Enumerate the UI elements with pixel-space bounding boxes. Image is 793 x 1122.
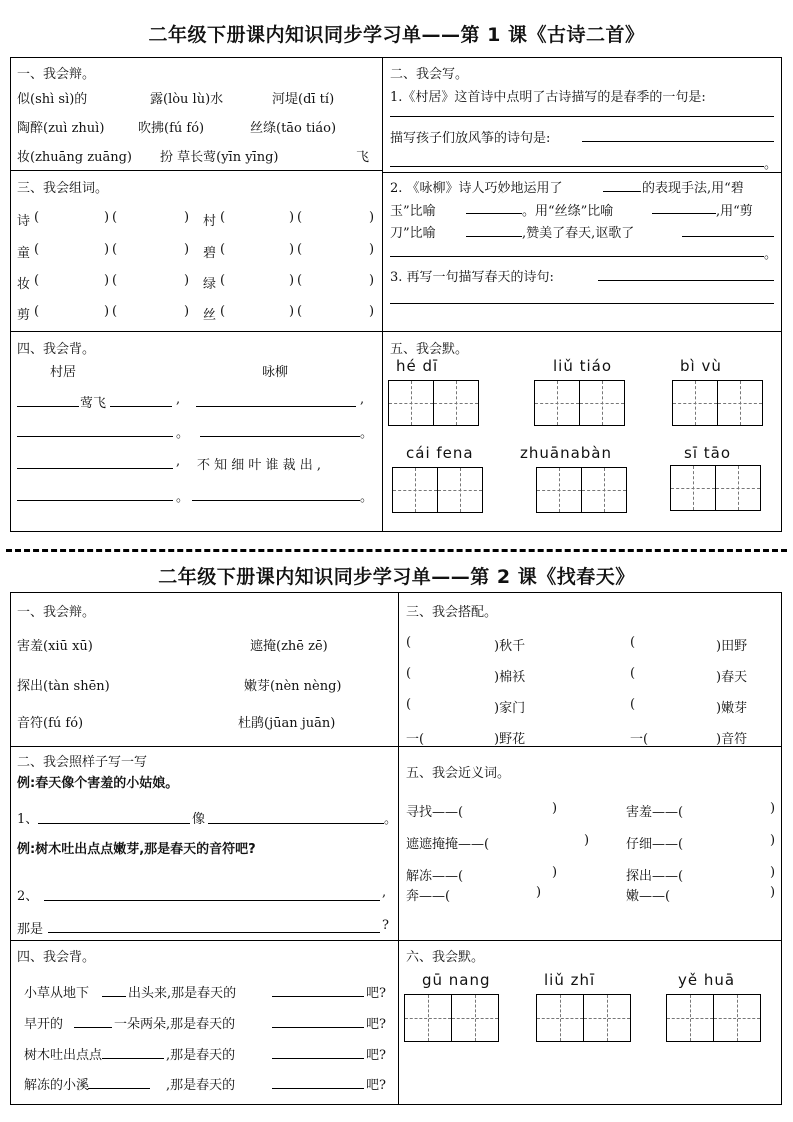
- zuci-char: 童: [17, 246, 31, 261]
- answer-line[interactable]: [390, 303, 774, 304]
- match-word: )棉袄: [494, 670, 526, 685]
- l1-s4-frag: 莺飞: [80, 396, 107, 411]
- tianzige-grid[interactable]: [672, 380, 761, 426]
- lesson2-title: 二年级下册课内知识同步学习单——第 2 课《找春天》: [158, 566, 635, 588]
- answer-line[interactable]: [196, 406, 356, 407]
- l1-s4-heading: 四、我会背。: [17, 342, 96, 357]
- l2-s2-n2: 2、: [17, 889, 39, 904]
- paren: ): [289, 242, 295, 257]
- l1-s2-q2d: 。用“丝绦”比喻: [522, 204, 614, 219]
- recite-text: ,那是春天的: [166, 1078, 236, 1093]
- l1-s2-q1: 1.《村居》这首诗中点明了古诗描写的是春季的一句是:: [390, 90, 706, 105]
- l1-s1-item: 露(lòu lù)水: [150, 92, 224, 107]
- l1-s1-item: 妆(zhuāng zuāng): [17, 150, 132, 165]
- tianzige-grid[interactable]: [392, 467, 481, 513]
- recite-text: 出头来,那是春天的: [128, 986, 237, 1001]
- tianzige-grid[interactable]: [534, 380, 623, 426]
- l2-s6-heading: 六、我会默。: [406, 950, 485, 965]
- match-word: )秋千: [494, 639, 526, 654]
- l2-s2-n1: 1、: [17, 812, 39, 827]
- answer-line[interactable]: [272, 1027, 364, 1028]
- punct: ,: [176, 454, 181, 469]
- paren: ): [289, 304, 295, 319]
- paren: (: [220, 304, 226, 319]
- paren: ): [770, 801, 776, 816]
- tianzige-grid[interactable]: [670, 465, 759, 511]
- recite-text: 早开的: [24, 1017, 64, 1032]
- l1-s2-end2: 。: [764, 247, 778, 262]
- paren: (: [34, 242, 40, 257]
- pinyin-label: yě huā: [678, 971, 736, 989]
- recite-text: 吧?: [366, 986, 386, 1001]
- answer-line[interactable]: [682, 236, 774, 237]
- recite-text: 吧?: [366, 1078, 386, 1093]
- l2-s1-item: 害羞(xiū xū): [17, 639, 93, 654]
- answer-line[interactable]: [38, 823, 190, 824]
- l2-s1-heading: 一、我会辩。: [17, 605, 96, 620]
- synonym-prompt: 探出——(: [626, 869, 684, 884]
- match-paren: 一(: [630, 732, 649, 747]
- l1-s2-q2c: 玉”比喻: [390, 204, 436, 219]
- paren: (: [297, 273, 303, 288]
- l1-s5-heading: 五、我会默。: [390, 342, 469, 357]
- tianzige-grid[interactable]: [404, 994, 497, 1042]
- match-paren: (: [406, 635, 412, 650]
- answer-line[interactable]: [208, 823, 384, 824]
- recite-text: 一朵两朵,那是春天的: [114, 1017, 236, 1032]
- l1-s1-item: 似(shì sì)的: [17, 92, 88, 107]
- pinyin-label: liǔ zhī: [544, 971, 596, 989]
- paren: (: [112, 273, 118, 288]
- match-word: )音符: [716, 732, 748, 747]
- answer-line[interactable]: [17, 500, 173, 501]
- l2-s4-heading: 四、我会背。: [17, 950, 96, 965]
- cut-line: [6, 549, 787, 552]
- match-word: )田野: [716, 639, 748, 654]
- l2-s1-item: 音符(fú fó): [17, 716, 84, 731]
- paren: (: [297, 304, 303, 319]
- answer-line[interactable]: [603, 191, 641, 192]
- l2-s2-ex2: 例:树木吐出点点嫩芽,那是春天的音符吧?: [17, 842, 256, 857]
- pinyin-label: gū nang: [422, 971, 491, 989]
- paren: ): [289, 273, 295, 288]
- zuci-char: 碧: [203, 246, 217, 261]
- paren: (: [34, 273, 40, 288]
- l2-s1-item: 杜鹃(jūan juān): [238, 716, 336, 731]
- poem-title-cunju: 村居: [50, 365, 77, 380]
- answer-line[interactable]: [272, 1058, 364, 1059]
- zuci-char: 村: [203, 214, 217, 229]
- paren: ): [584, 833, 590, 848]
- l2-s2-nashi: 那是: [17, 922, 44, 937]
- synonym-prompt: 奔——(: [406, 889, 451, 904]
- answer-line[interactable]: [17, 468, 173, 469]
- l1-s2-q2a: 2. 《咏柳》诗人巧妙地运用了: [390, 181, 563, 196]
- paren: ): [536, 885, 542, 900]
- l2-s5-heading: 五、我会近义词。: [406, 766, 511, 781]
- l1-s2-q1b: 描写孩子们放风筝的诗句是:: [390, 131, 551, 146]
- pinyin-label: hé dī: [396, 357, 439, 375]
- recite-text: 吧?: [366, 1017, 386, 1032]
- answer-line[interactable]: [652, 213, 716, 214]
- l1-divider-b: [10, 331, 782, 332]
- l2-s1-item: 探出(tàn shēn): [17, 679, 110, 694]
- recite-text: 树木吐出点点: [24, 1048, 103, 1063]
- paren: (: [220, 273, 226, 288]
- paren: ): [552, 801, 558, 816]
- synonym-prompt: 仔细——(: [626, 837, 684, 852]
- l2-s2-end: 。: [384, 812, 398, 827]
- paren: ): [770, 833, 776, 848]
- paren: (: [297, 242, 303, 257]
- l1-s1-item: 河堤(dī tí): [272, 92, 335, 107]
- pinyin-label: zhuānabàn: [520, 444, 612, 462]
- pinyin-label: bì vù: [680, 357, 722, 375]
- l1-s1-item: 陶醉(zuì zhuì): [17, 121, 105, 136]
- answer-line[interactable]: [110, 406, 172, 407]
- l1-s4-line3: 不 知 细 叶 谁 裁 出 ,: [197, 458, 322, 473]
- paren: (: [112, 210, 118, 225]
- answer-line[interactable]: [102, 1058, 164, 1059]
- paren: ): [369, 210, 375, 225]
- tianzige-grid[interactable]: [536, 994, 629, 1042]
- l2-s1-item: 嫩芽(nèn nèng): [244, 679, 342, 694]
- synonym-prompt: 遮遮掩掩——(: [406, 837, 490, 852]
- answer-line[interactable]: [88, 1088, 150, 1089]
- punct: ,: [176, 392, 181, 407]
- l1-s2-q2f: 刀”比喻: [390, 226, 436, 241]
- l2-s3-heading: 三、我会搭配。: [406, 605, 498, 620]
- paren: (: [112, 304, 118, 319]
- match-paren: (: [406, 666, 412, 681]
- l1-s2-sep: [382, 172, 782, 173]
- pinyin-label: sī tāo: [684, 444, 732, 462]
- paren: ): [369, 273, 375, 288]
- pinyin-label: liǔ tiáo: [553, 357, 613, 375]
- synonym-prompt: 嫩——(: [626, 889, 671, 904]
- l1-s2-q3: 3. 再写一句描写春天的诗句:: [390, 270, 554, 285]
- paren: ): [289, 210, 295, 225]
- answer-line[interactable]: [272, 1088, 364, 1089]
- paren: ): [104, 210, 110, 225]
- zuci-char: 剪: [17, 308, 31, 323]
- paren: ): [369, 242, 375, 257]
- recite-text: ,那是春天的: [166, 1048, 236, 1063]
- l1-s2-q2e: ,用“剪: [716, 204, 753, 219]
- pinyin-label: cái fena: [406, 444, 474, 462]
- lesson1-title: 二年级下册课内知识同步学习单——第 1 课《古诗二首》: [148, 24, 645, 46]
- paren: (: [220, 210, 226, 225]
- paren: (: [34, 210, 40, 225]
- punct: 。: [176, 426, 190, 441]
- answer-line[interactable]: [390, 256, 764, 257]
- zuci-char: 绿: [203, 277, 217, 292]
- answer-line[interactable]: [390, 116, 774, 117]
- match-word: )春天: [716, 670, 748, 685]
- tianzige-grid[interactable]: [388, 380, 477, 426]
- punct: 。: [360, 426, 374, 441]
- zuci-char: 妆: [17, 277, 31, 292]
- poem-title-yongliu: 咏柳: [262, 365, 289, 380]
- recite-text: 吧?: [366, 1048, 386, 1063]
- l2-s2-like: 像: [192, 812, 206, 827]
- l2-s2-comma: ,: [382, 885, 387, 900]
- paren: ): [184, 273, 190, 288]
- l2-divider-a: [10, 746, 782, 747]
- answer-line[interactable]: [48, 932, 380, 933]
- paren: ): [552, 865, 558, 880]
- l1-s1-item: 扮 草长莺(yīn yīng): [160, 150, 279, 165]
- paren: ): [770, 865, 776, 880]
- answer-line[interactable]: [598, 280, 774, 281]
- answer-line[interactable]: [466, 236, 522, 237]
- paren: (: [34, 304, 40, 319]
- tianzige-grid[interactable]: [536, 467, 625, 513]
- paren: ): [104, 273, 110, 288]
- l1-s2-end: 。: [764, 157, 778, 172]
- paren: ): [770, 885, 776, 900]
- l2-s2-q: ?: [382, 918, 389, 933]
- paren: (: [112, 242, 118, 257]
- synonym-prompt: 寻找——(: [406, 805, 464, 820]
- punct: 。: [360, 490, 374, 505]
- match-paren: (: [630, 697, 636, 712]
- l2-s2-ex1: 例:春天像个害羞的小姑娘。: [17, 776, 179, 791]
- paren: (: [297, 210, 303, 225]
- l1-s3-heading: 三、我会组词。: [17, 181, 109, 196]
- match-paren: 一(: [406, 732, 425, 747]
- l1-s2-heading: 二、我会写。: [390, 67, 469, 82]
- l1-s1-heading: 一、我会辩。: [17, 67, 96, 82]
- synonym-prompt: 害羞——(: [626, 805, 684, 820]
- synonym-prompt: 解冻——(: [406, 869, 464, 884]
- answer-line[interactable]: [17, 406, 79, 407]
- l1-s1-item: 丝绦(tāo tiáo): [250, 121, 337, 136]
- match-paren: (: [630, 666, 636, 681]
- l2-divider-b: [10, 940, 782, 941]
- answer-line[interactable]: [102, 996, 126, 997]
- punct: 。: [176, 490, 190, 505]
- l1-s2-q2b: 的表现手法,用“碧: [642, 181, 744, 196]
- answer-line[interactable]: [74, 1027, 112, 1028]
- l1-divider-a: [10, 170, 383, 171]
- lesson2-divider: [398, 592, 399, 1105]
- l2-s1-item: 遮掩(zhē zē): [250, 639, 328, 654]
- answer-line[interactable]: [466, 213, 522, 214]
- lesson1-divider: [382, 57, 383, 532]
- tianzige-grid[interactable]: [666, 994, 759, 1042]
- answer-line[interactable]: [192, 500, 360, 501]
- paren: ): [184, 304, 190, 319]
- answer-line[interactable]: [582, 141, 774, 142]
- l1-s1-item: 吹拂(fú fó): [138, 121, 205, 136]
- zuci-char: 丝: [203, 308, 217, 323]
- match-word: )野花: [494, 732, 526, 747]
- match-word: )家门: [494, 701, 526, 716]
- paren: ): [184, 210, 190, 225]
- l2-s2-heading: 二、我会照样子写一写: [17, 755, 148, 770]
- l1-s2-q2g: ,赞美了春天,讴歌了: [522, 226, 635, 241]
- zuci-char: 诗: [17, 214, 31, 229]
- match-word: )嫩芽: [716, 701, 748, 716]
- answer-line[interactable]: [200, 436, 360, 437]
- paren: ): [104, 242, 110, 257]
- recite-text: 小草从地下: [24, 986, 90, 1001]
- answer-line[interactable]: [17, 436, 173, 437]
- paren: ): [104, 304, 110, 319]
- answer-line[interactable]: [390, 166, 764, 167]
- paren: (: [220, 242, 226, 257]
- match-paren: (: [630, 635, 636, 650]
- match-paren: (: [406, 697, 412, 712]
- paren: ): [184, 242, 190, 257]
- answer-line[interactable]: [272, 996, 364, 997]
- punct: ,: [360, 392, 365, 407]
- l1-s1-item: 飞: [356, 150, 370, 165]
- recite-text: 解冻的小溪: [24, 1078, 90, 1093]
- answer-line[interactable]: [44, 900, 380, 901]
- paren: ): [369, 304, 375, 319]
